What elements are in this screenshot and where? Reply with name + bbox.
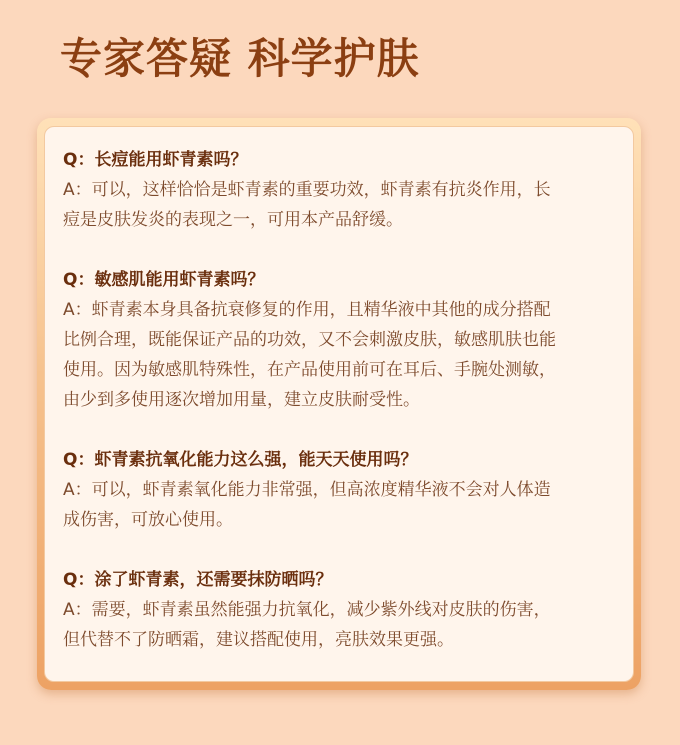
answer-line: A：需要，虾青素虽然能强力抗氧化，减少紫外线对皮肤的伤害， [63, 600, 551, 620]
answer-line: A：虾青素本身具备抗衰修复的作用，且精华液中其他的成分搭配 [63, 300, 551, 320]
question: Q：长痘能用虾青素吗？ [63, 150, 248, 170]
faq-item-sensitive-skin [63, 265, 615, 415]
answer-line: 比例合理，既能保证产品的功效，又不会刺激皮肤，敏感肌肤也能 [63, 330, 556, 350]
answer-line: A：可以，这样恰恰是虾青素的重要功效，虾青素有抗炎作用，长 [63, 180, 551, 200]
page-title: 专家答疑 科学护肤 [60, 34, 420, 83]
faq-item-acne [63, 145, 615, 235]
answer-line: 使用。因为敏感肌特殊性，在产品使用前可在耳后、手腕处测敏， [63, 360, 556, 380]
faq-card [44, 126, 634, 682]
answer-line: 痘是皮肤发炎的表现之一，可用本产品舒缓。 [63, 210, 403, 230]
answer-line: 由少到多使用逐次增加用量，建立皮肤耐受性。 [63, 390, 420, 410]
answer-line: 成伤害，可放心使用。 [63, 510, 233, 530]
answer-line: 但代替不了防晒霜，建议搭配使用，亮肤效果更强。 [63, 630, 454, 650]
answer-line: A：可以，虾青素氧化能力非常强，但高浓度精华液不会对人体造 [63, 480, 551, 500]
question: Q：虾青素抗氧化能力这么强，能天天使用吗？ [63, 450, 418, 470]
faq-item-sunscreen [63, 565, 615, 655]
question: Q：敏感肌能用虾青素吗？ [63, 270, 265, 290]
question: Q：涂了虾青素，还需要抹防晒吗？ [63, 570, 333, 590]
faq-item-daily-use [63, 445, 615, 535]
